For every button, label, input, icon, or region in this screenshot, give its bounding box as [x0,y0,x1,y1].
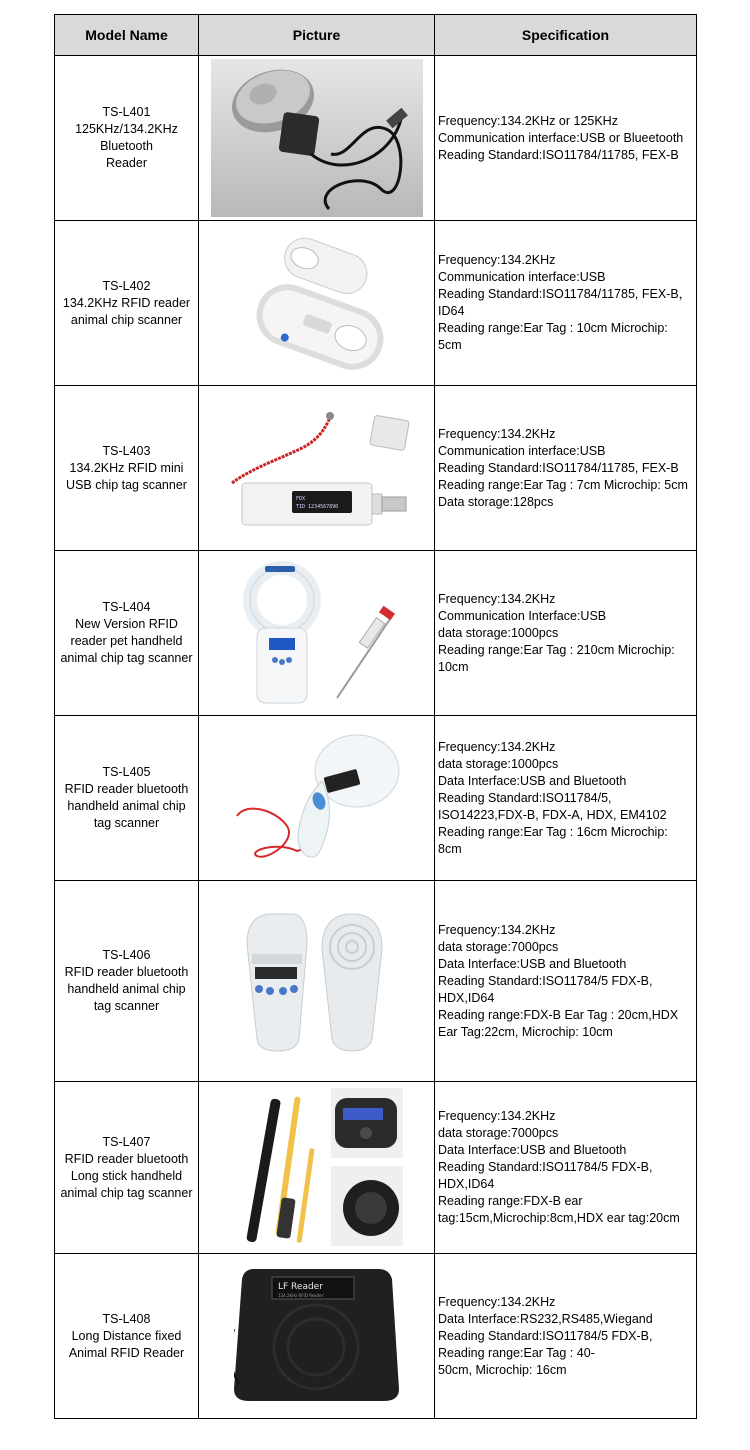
long-stick-reader-image [231,1088,403,1248]
spec-text: Frequency:134.2KHz Communication interface:USB Reading Standard:ISO11784/11785, FEX-B，ID64 Reading range:Ear Tag : 10cm Microchip: 5cm [438,253,692,352]
model-cell [55,551,199,716]
model-name: TS-L407 RFID reader bluetooth Long stick handheld animal chip tag scanner [60,1134,193,1200]
table-row [55,716,697,881]
model-name: TS-L403 134.2KHz RFID mini USB chip tag scanner [66,443,187,492]
model-name: TS-L402 134.2KHz RFID reader animal chip scanner [62,278,191,327]
spec-text: Frequency:134.2KHz Communication Interface:USB data storage:1000pcs Reading range:Ear Tag : 210cm Microchip: 10cm [438,591,675,674]
reader-bluetooth-image [211,59,423,217]
spec-text: Frequency:134.2KHz data storage:1000pcs Data Interface:USB and Bluetooth Reading Standard:ISO11784/5, ISO14223,FDX-B, FDX-A, HDX, EM4102 Reading range:Ear Tag : 16cm Microchip: 8cm [438,739,668,856]
spec-cell [435,1254,697,1419]
usb-screen-line1: FDX [295,496,305,502]
spec-text: Frequency:134.2KHz data storage:7000pcs Data Interface:USB and Bluetooth Reading Standard:ISO11784/5 FDX-B, HDX,ID64 Reading range:FDX-B ear tag:15cm,Microchip:8cm,HDX ear tag:20cm [438,1109,680,1225]
model-cell [55,56,199,221]
picture-cell [199,1254,435,1419]
dual-handheld-image [237,909,397,1054]
product-table [54,14,697,1419]
model-name: TS-L406 RFID reader bluetooth handheld animal chip tag scanner [64,948,189,1013]
table-row [55,221,697,386]
model-cell [55,881,199,1082]
model-cell [55,221,199,386]
usb-scanner-image [222,398,412,538]
model-cell [55,386,199,551]
table-row [55,881,697,1082]
table-row [55,1082,697,1254]
spec-cell [435,56,697,221]
header-picture: Picture [199,15,435,56]
model-cell [55,716,199,881]
picture-cell [199,1082,435,1254]
table-row [55,1254,697,1419]
model-name: TS-L404 New Version RFID reader pet handheld animal chip tag scanner [60,600,193,665]
spec-cell [435,716,697,881]
header-row [55,15,697,56]
spec-cell [435,386,697,551]
model-name: TS-L405 RFID reader bluetooth handheld animal chip tag scanner [64,765,189,830]
spec-text: Frequency:134.2KHz or 125KHz Communication interface:USB or Blueetooth Reading Standard:ISO11784/11785, FEX-B [438,113,684,162]
picture-cell [199,716,435,881]
model-name: TS-L401 125KHz/134.2KHz Bluetooth Reader [75,105,178,170]
spec-cell [435,881,697,1082]
picture-cell [199,221,435,386]
spec-cell [435,1082,697,1254]
model-cell [55,1082,199,1254]
picture-cell [199,386,435,551]
model-cell [55,1254,199,1419]
picture-cell [199,56,435,221]
spec-text: Frequency:134.2KHz data storage:7000pcs Data Interface:USB and Bluetooth Reading Standard:ISO11784/5 FDX-B, HDX,ID64 Reading range:FDX-B Ear Tag : 20cm,HDX Ear Tag:22cm, Microchip: 10cm [438,922,679,1039]
pet-scanner-image [227,558,407,708]
header-model-name: Model Name [55,15,199,56]
picture-cell [199,881,435,1082]
header-specification: Specification [435,15,697,56]
fixed-reader-label: LF Reader [278,1281,323,1292]
fixed-reader-sublabel: 134.2KHz RFID Reader [278,1292,324,1298]
chip-scanner-image [242,228,392,378]
spec-text: Frequency:134.2KHz Data Interface:RS232,RS485,Wiegand Reading Standard:ISO11784/5 FDX-B, Reading range:Ear Tag : 40- 50cm, Microchip: 16cm [438,1294,653,1377]
spec-text: Frequency:134.2KHz Communication interface:USB Reading Standard:ISO11784/11785, FEX-B Reading range:Ear Tag : 7cm Microchip: 5cm Data storage:128pcs [438,426,688,509]
spec-cell [435,551,697,716]
usb-screen-line2: TID 1234567890 [295,504,338,510]
picture-cell [199,551,435,716]
table-row [55,56,697,221]
spec-cell [435,221,697,386]
fixed-reader-image [234,1269,399,1404]
model-name: TS-L408 Long Distance fixed Animal RFID Reader [68,1311,185,1360]
table-row [55,386,697,551]
table-row [55,551,697,716]
bluetooth-scanner-image [227,721,407,876]
